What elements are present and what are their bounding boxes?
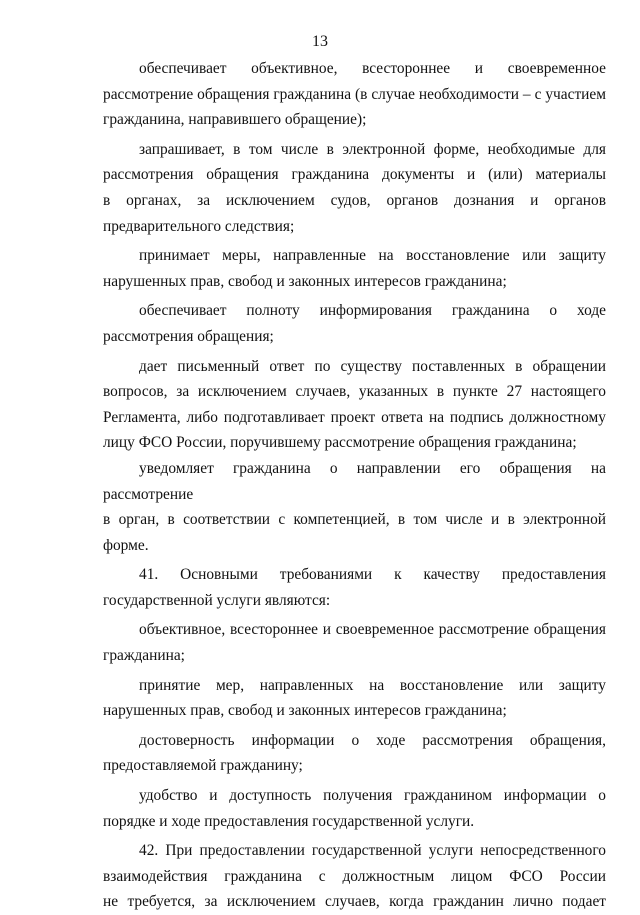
paragraph-6 <box>103 456 606 558</box>
paragraph-line: принимает меры, направленные на восстановление или защиту <box>139 247 606 265</box>
paragraph-line: вопросов, за исключением случаев, указанных в пункте 27 настоящего <box>103 383 606 401</box>
paragraph-line: рассмотрения обращения; <box>103 327 274 345</box>
paragraph-line: рассмотрение обращения гражданина (в случае необходимости – с участием <box>103 85 606 103</box>
paragraph-line: предоставляемой гражданину; <box>103 757 303 775</box>
paragraph-11 <box>103 783 606 834</box>
paragraph-2 <box>103 137 606 239</box>
paragraph-line: Регламента, либо подготавливает проект ответа на подпись должностному <box>103 408 606 426</box>
paragraph-line: не требуется, за исключением случаев, когда гражданин лично подает <box>103 893 606 911</box>
paragraph-line: обеспечивает полноту информирования гражданина о ходе <box>139 302 606 320</box>
paragraph-line: лицу ФСО России, поручившему рассмотрение обращения гражданина; <box>103 434 577 452</box>
paragraph-7 <box>103 562 606 613</box>
page-content <box>103 56 606 915</box>
paragraph-line: 41. Основными требованиями к качеству предоставления <box>139 566 606 584</box>
paragraph-4 <box>103 298 606 349</box>
paragraph-10 <box>103 728 606 779</box>
paragraph-line: уведомляет гражданина о направлении его обращения на рассмотрение <box>103 459 606 503</box>
paragraph-line: в органах, за исключением судов, органов дознания и органов <box>103 191 606 209</box>
paragraph-1 <box>103 56 606 133</box>
paragraph-line: государственной услуги являются: <box>103 591 331 609</box>
paragraph-line: гражданина; <box>103 647 185 665</box>
paragraph-line: гражданина, направившего обращение); <box>103 111 367 129</box>
page-number: 13 <box>312 33 328 50</box>
paragraph-line: нарушенных прав, свобод и законных интересов гражданина; <box>103 272 507 290</box>
paragraph-line: обеспечивает объективное, всестороннее и своевременное <box>139 60 606 77</box>
paragraph-9 <box>103 673 606 724</box>
paragraph-line: взаимодействия гражданина с должностным лицом ФСО России <box>103 867 606 885</box>
paragraph-line: 42. При предоставлении государственной услуги непосредственного <box>139 842 606 860</box>
paragraph-line: рассмотрения обращения гражданина документы и (или) материалы <box>103 166 606 184</box>
paragraph-line: удобство и доступность получения гражданином информации о <box>139 787 606 805</box>
paragraph-line: в орган, в соответствии с компетенцией, в том числе и в электронной форме. <box>103 511 606 554</box>
paragraph-line: объективное, всестороннее и своевременное рассмотрение обращения <box>139 621 606 639</box>
paragraph-12 <box>103 838 606 915</box>
paragraph-line: дает письменный ответ по существу поставленных в обращении <box>139 357 606 375</box>
paragraph-line: нарушенных прав, свобод и законных интересов гражданина; <box>103 702 507 720</box>
paragraph-line: предварительного следствия; <box>103 217 295 235</box>
paragraph-line: достоверность информации о ходе рассмотрения обращения, <box>139 731 606 749</box>
paragraph-line: порядке и ходе предоставления государственной услуги. <box>103 812 475 830</box>
paragraph-3 <box>103 243 606 294</box>
paragraph-8 <box>103 617 606 668</box>
paragraph-5 <box>103 354 606 456</box>
paragraph-line: запрашивает, в том числе в электронной форме, необходимые для <box>139 140 606 158</box>
paragraph-line: принятие мер, направленных на восстановление или защиту <box>139 676 606 694</box>
